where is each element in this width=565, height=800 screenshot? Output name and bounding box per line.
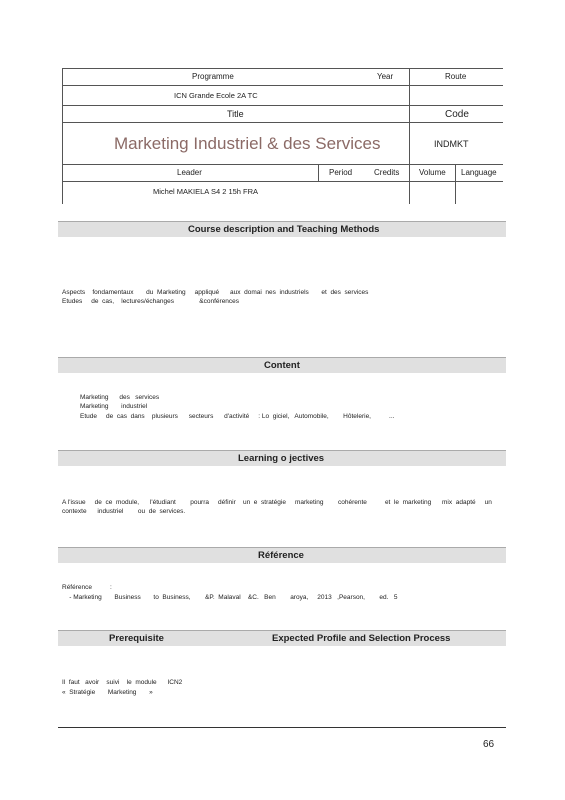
code-label: Code <box>445 109 469 120</box>
table-border <box>62 68 503 69</box>
prerequisite-line: Il faut avoir suivi le module ICN2 <box>62 679 183 686</box>
title-label: Title <box>227 109 244 119</box>
table-border <box>62 181 503 182</box>
section-heading: Référence <box>258 550 304 561</box>
credits-label: Credits <box>374 168 400 177</box>
code-value: INDMKT <box>434 139 469 149</box>
table-border <box>62 122 503 123</box>
reference-line: - Marketing Business to Business, &P. Malaval &C. Ben aroya, 2013 ,Pearson, ed. 5 <box>62 594 398 601</box>
table-border <box>455 164 456 204</box>
table-border <box>62 85 503 86</box>
table-border <box>318 164 319 181</box>
page-number: 66 <box>483 739 495 750</box>
section-heading: Course description and Teaching Methods <box>188 224 380 235</box>
objectives-line: contexte industriel ou de services. <box>62 508 186 515</box>
content-line: Marketing des services <box>80 394 160 401</box>
table-border <box>62 105 503 106</box>
reference-line: Référence : <box>62 584 112 591</box>
leader-label: Leader <box>177 168 202 177</box>
section-band-reference <box>58 547 506 563</box>
period-label: Period <box>329 168 353 177</box>
volume-label: Volume <box>419 168 446 177</box>
table-border <box>62 68 63 204</box>
content-line: Marketing industriel <box>80 403 148 410</box>
footer-rule <box>58 727 506 728</box>
year-label: Year <box>377 72 394 81</box>
section-band-content <box>58 357 506 373</box>
description-line: Etudes de cas, lectures/échanges &conférences <box>62 298 240 305</box>
course-header-table <box>62 68 503 204</box>
section-heading: Content <box>264 360 300 371</box>
section-band-description <box>58 221 506 237</box>
section-band-prerequisite <box>58 630 506 646</box>
section-band-objectives <box>58 450 506 466</box>
description-line: Aspects fondamentaux du Marketing appliqué aux domai nes industriels et des services <box>62 289 369 296</box>
course-title: Marketing Industriel & des Services <box>114 134 381 153</box>
section-heading: Learning o jectives <box>238 453 325 464</box>
table-border <box>409 68 410 204</box>
programme-label: Programme <box>192 72 234 81</box>
leader-value: Michel MAKIELA S4 2 15h FRA <box>153 187 259 196</box>
section-heading-profile: Expected Profile and Selection Process <box>272 633 451 644</box>
language-label: Language <box>461 168 497 177</box>
route-label: Route <box>445 72 467 81</box>
section-heading-prerequisite: Prerequisite <box>109 633 164 644</box>
table-border <box>62 164 503 165</box>
objectives-line: A l'issue de ce module, l'étudiant pourra définir un e stratégie marketing cohérente et le marketing mix adapté un <box>62 499 492 506</box>
prerequisite-line: « Stratégie Marketing » <box>62 689 153 696</box>
programme-value: ICN Grande Ecole 2A TC <box>174 91 258 100</box>
content-line: Etude de cas dans plusieurs secteurs d'activité : Lo giciel, Automobile, Hôtelerie, ... <box>80 413 395 420</box>
